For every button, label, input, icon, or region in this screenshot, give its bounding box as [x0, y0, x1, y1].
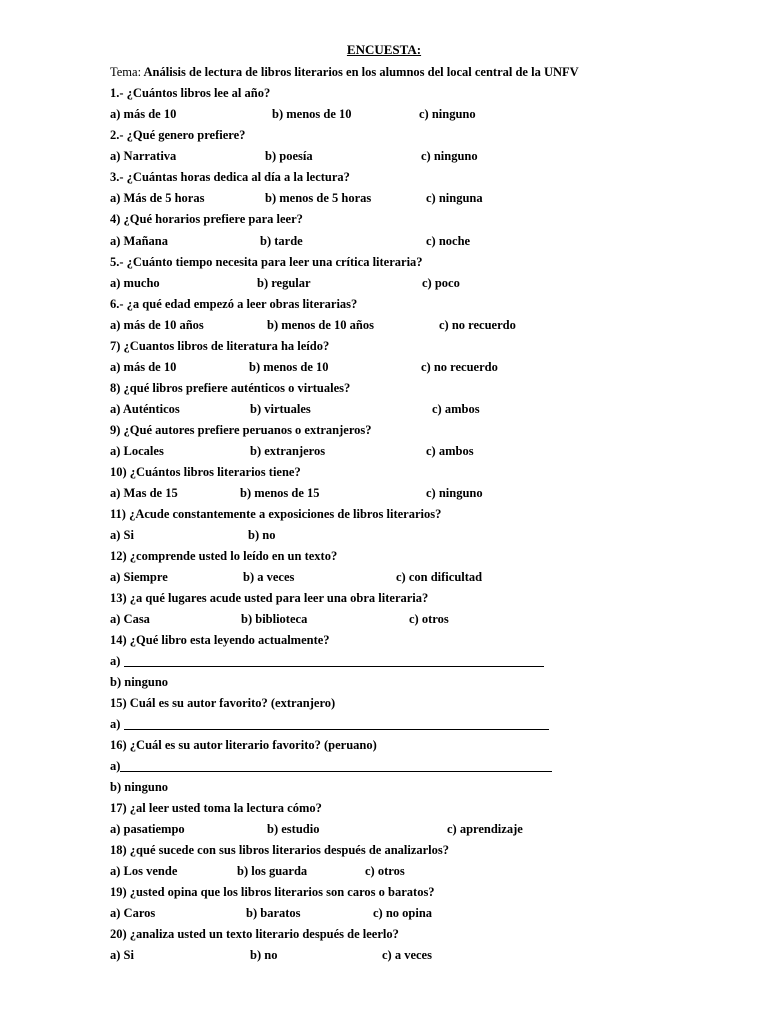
option-1c: c) ninguno	[419, 107, 476, 121]
option-20a: a) Si	[110, 948, 134, 962]
question-20: 20) ¿analiza usted un texto literario después de leerlo?	[110, 927, 399, 941]
option-4a: a) Mañana	[110, 234, 168, 248]
survey-topic	[110, 65, 579, 80]
topic-label: Tema:	[110, 65, 142, 79]
question-3: 3.- ¿Cuántas horas dedica al día a la lectura?	[110, 170, 350, 184]
option-12a: a) Siempre	[110, 570, 168, 584]
option-20b: b) no	[250, 948, 278, 962]
option-2b: b) poesía	[265, 149, 313, 163]
option-10b: b) menos de 15	[240, 486, 320, 500]
option-10c: c) ninguno	[426, 486, 483, 500]
question-18: 18) ¿qué sucede con sus libros literarios después de analizarlos?	[110, 843, 450, 857]
question-13: 13) ¿a qué lugares acude usted para leer una obra literaria?	[110, 591, 429, 605]
option-18a: a) Los vende	[110, 864, 178, 878]
option-13b: b) biblioteca	[241, 612, 308, 626]
option-1b: b) menos de 10	[272, 107, 352, 121]
answer-16-blank-line[interactable]	[120, 771, 552, 772]
question-19: 19) ¿usted opina que los libros literarios son caros o baratos?	[110, 885, 435, 899]
option-9a: a) Locales	[110, 444, 164, 458]
option-20c: c) a veces	[382, 948, 432, 962]
topic-text: Análisis de lectura de libros literarios en los alumnos del local central de la UNFV	[141, 65, 579, 79]
survey-title: ENCUESTA:	[346, 42, 422, 57]
question-2: 2.- ¿Qué genero prefiere?	[110, 128, 246, 142]
option-8b: b) virtuales	[250, 402, 311, 416]
option-14a-label: a)	[110, 654, 121, 668]
question-1: 1.- ¿Cuántos libros lee al año?	[110, 86, 271, 100]
option-18c: c) otros	[365, 864, 405, 878]
answer-15a	[110, 717, 120, 732]
option-3b: b) menos de 5 horas	[265, 191, 372, 205]
option-3c: c) ninguna	[426, 191, 483, 205]
question-17: 17) ¿al leer usted toma la lectura cómo?	[110, 801, 322, 815]
answer-14a	[110, 654, 120, 669]
option-18b: b) los guarda	[237, 864, 308, 878]
option-5a: a) mucho	[110, 276, 160, 290]
option-7c: c) no recuerdo	[421, 360, 498, 374]
option-11a: a) Si	[110, 528, 134, 542]
question-16: 16) ¿Cuál es su autor literario favorito? (peruano)	[110, 738, 377, 752]
option-16b: b) ninguno	[110, 780, 169, 794]
option-19a: a) Caros	[110, 906, 156, 920]
option-9c: c) ambos	[426, 444, 474, 458]
option-15a-label: a)	[110, 717, 121, 731]
option-12b: b) a veces	[243, 570, 295, 584]
option-6b: b) menos de 10 años	[267, 318, 374, 332]
option-19b: b) baratos	[246, 906, 301, 920]
option-13a: a) Casa	[110, 612, 150, 626]
question-6: 6.- ¿a qué edad empezó a leer obras literarias?	[110, 297, 358, 311]
question-14: 14) ¿Qué libro esta leyendo actualmente?	[110, 633, 330, 647]
question-15: 15) Cuál es su autor favorito? (extranjero)	[110, 696, 336, 710]
answer-14-blank-line[interactable]	[124, 666, 544, 667]
option-13c: c) otros	[409, 612, 449, 626]
option-17b: b) estudio	[267, 822, 320, 836]
option-8c: c) ambos	[432, 402, 480, 416]
option-6c: c) no recuerdo	[439, 318, 516, 332]
option-6a: a) más de 10 años	[110, 318, 204, 332]
question-4: 4) ¿Qué horarios prefiere para leer?	[110, 212, 303, 226]
option-17c: c) aprendizaje	[447, 822, 523, 836]
option-14b: b) ninguno	[110, 675, 169, 689]
option-8a: a) Auténticos	[110, 402, 180, 416]
option-5b: b) regular	[257, 276, 311, 290]
option-12c: c) con dificultad	[396, 570, 483, 584]
option-4c: c) noche	[426, 234, 471, 248]
option-1a: a) más de 10	[110, 107, 177, 121]
question-9: 9) ¿Qué autores prefiere peruanos o extranjeros?	[110, 423, 372, 437]
question-8: 8) ¿qué libros prefiere auténticos o virtuales?	[110, 381, 351, 395]
question-12: 12) ¿comprende usted lo leído en un texto?	[110, 549, 338, 563]
option-4b: b) tarde	[260, 234, 303, 248]
option-19c: c) no opina	[373, 906, 433, 920]
question-10: 10) ¿Cuántos libros literarios tiene?	[110, 465, 301, 479]
question-5: 5.- ¿Cuánto tiempo necesita para leer una crítica literaria?	[110, 255, 423, 269]
option-7b: b) menos de 10	[249, 360, 329, 374]
option-3a: a) Más de 5 horas	[110, 191, 205, 205]
question-11: 11) ¿Acude constantemente a exposiciones de libros literarios?	[110, 507, 442, 521]
question-7: 7) ¿Cuantos libros de literatura ha leído?	[110, 339, 330, 353]
option-7a: a) más de 10	[110, 360, 177, 374]
option-2a: a) Narrativa	[110, 149, 177, 163]
option-16a-label: a)	[110, 759, 121, 773]
answer-15-blank-line[interactable]	[124, 729, 549, 730]
option-10a: a) Mas de 15	[110, 486, 178, 500]
option-17a: a) pasatiempo	[110, 822, 185, 836]
option-2c: c) ninguno	[421, 149, 478, 163]
option-11b: b) no	[248, 528, 276, 542]
option-5c: c) poco	[422, 276, 460, 290]
option-9b: b) extranjeros	[250, 444, 326, 458]
answer-16a	[110, 759, 120, 774]
